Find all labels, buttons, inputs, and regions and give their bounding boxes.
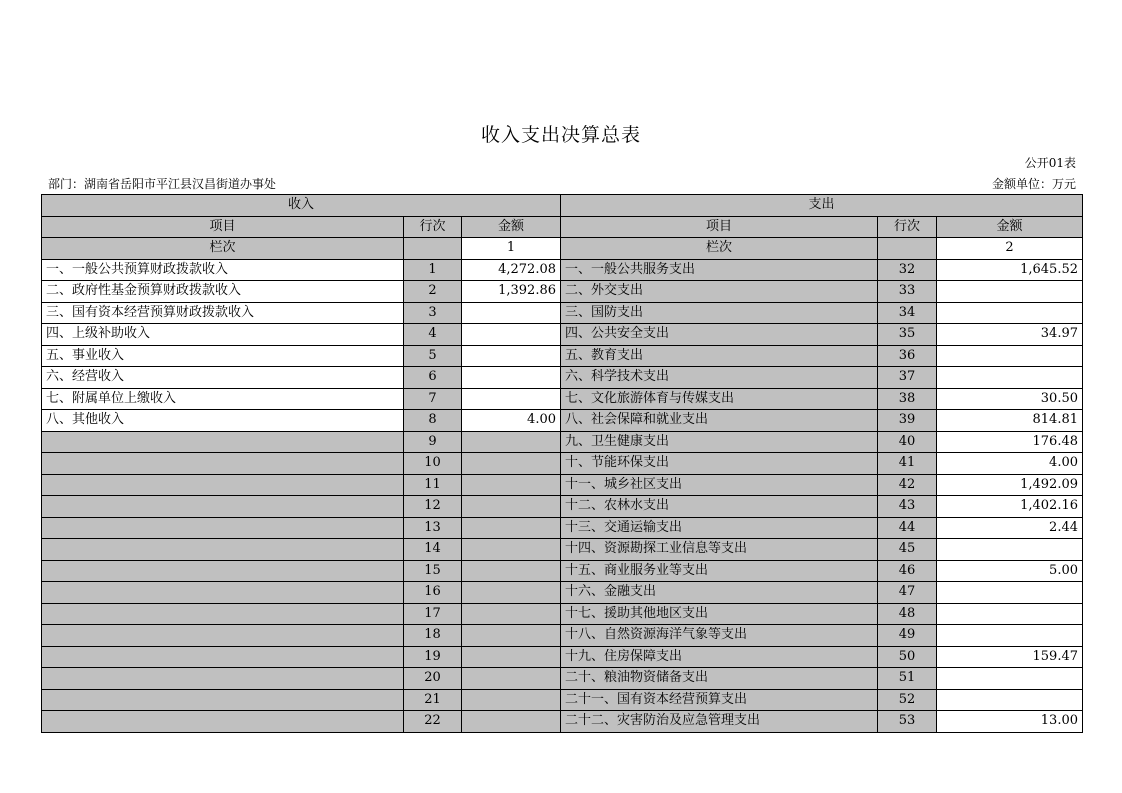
income-item-cell bbox=[42, 517, 404, 539]
page-title: 收入支出决算总表 bbox=[480, 124, 641, 146]
income-amount-cell bbox=[462, 517, 561, 539]
income-line-cell: 17 bbox=[404, 603, 462, 625]
expense-amount-cell: 4.00 bbox=[937, 453, 1083, 475]
income-line-cell: 20 bbox=[404, 668, 462, 690]
income-item-cell bbox=[42, 431, 404, 453]
expense-amount-cell: 5.00 bbox=[937, 560, 1083, 582]
table-row bbox=[42, 281, 1083, 303]
income-item-cell: 三、国有资本经营预算财政拨款收入 bbox=[42, 302, 404, 324]
expense-line-cell: 32 bbox=[878, 259, 937, 281]
income-item-cell bbox=[42, 582, 404, 604]
income-item-cell bbox=[42, 625, 404, 647]
expense-item-cell: 十一、城乡社区支出 bbox=[561, 474, 878, 496]
unit-label: 金额单位：万元 bbox=[991, 177, 1076, 191]
table-row bbox=[42, 259, 1083, 281]
expense-amount-cell bbox=[937, 625, 1083, 647]
income-amount-cell bbox=[462, 646, 561, 668]
table-row bbox=[42, 689, 1083, 711]
income-amount-cell bbox=[462, 345, 561, 367]
income-column-label: 栏次 bbox=[42, 238, 404, 260]
table-row bbox=[42, 367, 1083, 389]
expense-line-cell: 40 bbox=[878, 431, 937, 453]
expense-item-cell: 十六、金融支出 bbox=[561, 582, 878, 604]
income-amount-cell bbox=[462, 431, 561, 453]
income-amount-cell bbox=[462, 603, 561, 625]
table-row bbox=[42, 668, 1083, 690]
column-header-row bbox=[42, 216, 1083, 238]
table-row bbox=[42, 453, 1083, 475]
department-label: 部门：湖南省岳阳市平江县汉昌街道办事处 bbox=[48, 177, 277, 191]
income-amount-cell: 4,272.08 bbox=[462, 259, 561, 281]
section-header-row bbox=[42, 195, 1083, 217]
income-line-cell: 11 bbox=[404, 474, 462, 496]
income-amount-cell: 4.00 bbox=[462, 410, 561, 432]
expense-item-cell: 二十一、国有资本经营预算支出 bbox=[561, 689, 878, 711]
expense-line-cell: 41 bbox=[878, 453, 937, 475]
income-item-header: 项目 bbox=[42, 216, 404, 238]
income-line-cell: 10 bbox=[404, 453, 462, 475]
income-item-cell: 一、一般公共预算财政拨款收入 bbox=[42, 259, 404, 281]
income-amount-cell bbox=[462, 388, 561, 410]
expense-line-header: 行次 bbox=[878, 216, 937, 238]
expense-line-cell: 51 bbox=[878, 668, 937, 690]
expense-item-header: 项目 bbox=[561, 216, 878, 238]
table-row bbox=[42, 582, 1083, 604]
expense-item-cell: 二十、粮油物资储备支出 bbox=[561, 668, 878, 690]
income-line-cell: 6 bbox=[404, 367, 462, 389]
expense-line-cell: 38 bbox=[878, 388, 937, 410]
income-amount-header: 金额 bbox=[462, 216, 561, 238]
income-amount-cell bbox=[462, 474, 561, 496]
income-line-cell: 22 bbox=[404, 711, 462, 733]
expense-item-cell: 十、节能环保支出 bbox=[561, 453, 878, 475]
table-row bbox=[42, 560, 1083, 582]
income-item-cell: 五、事业收入 bbox=[42, 345, 404, 367]
table-row bbox=[42, 474, 1083, 496]
expense-amount-cell bbox=[937, 345, 1083, 367]
expense-amount-cell: 13.00 bbox=[937, 711, 1083, 733]
expense-amount-cell: 1,402.16 bbox=[937, 496, 1083, 518]
expense-item-cell: 十九、住房保障支出 bbox=[561, 646, 878, 668]
income-item-cell bbox=[42, 668, 404, 690]
expense-amount-cell: 34.97 bbox=[937, 324, 1083, 346]
income-line-cell: 8 bbox=[404, 410, 462, 432]
income-line-cell: 18 bbox=[404, 625, 462, 647]
income-line-cell: 16 bbox=[404, 582, 462, 604]
form-number: 公开01表 bbox=[1024, 156, 1076, 170]
income-line-cell: 3 bbox=[404, 302, 462, 324]
expense-column-number: 2 bbox=[937, 238, 1083, 260]
expense-line-cell: 45 bbox=[878, 539, 937, 561]
expense-amount-cell bbox=[937, 689, 1083, 711]
table-row bbox=[42, 302, 1083, 324]
expense-amount-cell: 30.50 bbox=[937, 388, 1083, 410]
expense-amount-cell: 1,645.52 bbox=[937, 259, 1083, 281]
expense-amount-cell bbox=[937, 603, 1083, 625]
income-line-cell: 19 bbox=[404, 646, 462, 668]
expense-item-cell: 七、文化旅游体育与传媒支出 bbox=[561, 388, 878, 410]
income-line-cell: 9 bbox=[404, 431, 462, 453]
expense-line-cell: 48 bbox=[878, 603, 937, 625]
expense-item-cell: 二十二、灾害防治及应急管理支出 bbox=[561, 711, 878, 733]
expense-item-cell: 九、卫生健康支出 bbox=[561, 431, 878, 453]
expense-line-cell: 35 bbox=[878, 324, 937, 346]
income-amount-cell bbox=[462, 689, 561, 711]
income-item-cell: 六、经营收入 bbox=[42, 367, 404, 389]
expense-amount-cell bbox=[937, 281, 1083, 303]
income-line-cell: 21 bbox=[404, 689, 462, 711]
income-amount-cell bbox=[462, 367, 561, 389]
income-item-cell: 八、其他收入 bbox=[42, 410, 404, 432]
table-row bbox=[42, 431, 1083, 453]
expense-line-cell: 34 bbox=[878, 302, 937, 324]
income-line-cell: 4 bbox=[404, 324, 462, 346]
expense-line-cell: 42 bbox=[878, 474, 937, 496]
income-item-cell bbox=[42, 496, 404, 518]
income-item-cell bbox=[42, 711, 404, 733]
expense-line-cell: 39 bbox=[878, 410, 937, 432]
expense-line-cell: 44 bbox=[878, 517, 937, 539]
income-amount-cell bbox=[462, 453, 561, 475]
expense-amount-cell: 814.81 bbox=[937, 410, 1083, 432]
expense-column-label: 栏次 bbox=[561, 238, 878, 260]
expense-line-cell: 33 bbox=[878, 281, 937, 303]
expense-amount-cell bbox=[937, 539, 1083, 561]
income-line-header: 行次 bbox=[404, 216, 462, 238]
expense-line-cell: 53 bbox=[878, 711, 937, 733]
expense-line-cell: 50 bbox=[878, 646, 937, 668]
expense-line-cell: 43 bbox=[878, 496, 937, 518]
expense-amount-cell bbox=[937, 668, 1083, 690]
income-line-cell: 7 bbox=[404, 388, 462, 410]
income-item-cell bbox=[42, 603, 404, 625]
income-amount-cell bbox=[462, 496, 561, 518]
income-amount-cell: 1,392.86 bbox=[462, 281, 561, 303]
expense-amount-cell bbox=[937, 302, 1083, 324]
table-row bbox=[42, 496, 1083, 518]
expense-item-cell: 十三、交通运输支出 bbox=[561, 517, 878, 539]
expense-amount-cell: 1,492.09 bbox=[937, 474, 1083, 496]
expense-item-cell: 四、公共安全支出 bbox=[561, 324, 878, 346]
expense-amount-cell bbox=[937, 582, 1083, 604]
income-amount-cell bbox=[462, 711, 561, 733]
expense-section-header: 支出 bbox=[561, 195, 1083, 217]
expense-item-cell: 三、国防支出 bbox=[561, 302, 878, 324]
table-row bbox=[42, 388, 1083, 410]
income-column-blank bbox=[404, 238, 462, 260]
income-line-cell: 5 bbox=[404, 345, 462, 367]
expense-amount-cell bbox=[937, 367, 1083, 389]
table-row bbox=[42, 345, 1083, 367]
expense-amount-cell: 159.47 bbox=[937, 646, 1083, 668]
income-line-cell: 14 bbox=[404, 539, 462, 561]
income-item-cell bbox=[42, 539, 404, 561]
summary-table bbox=[41, 194, 1083, 733]
expense-item-cell: 八、社会保障和就业支出 bbox=[561, 410, 878, 432]
income-item-cell: 二、政府性基金预算财政拨款收入 bbox=[42, 281, 404, 303]
income-section-header: 收入 bbox=[42, 195, 561, 217]
expense-item-cell: 十七、援助其他地区支出 bbox=[561, 603, 878, 625]
expense-item-cell: 五、教育支出 bbox=[561, 345, 878, 367]
expense-item-cell: 十四、资源勘探工业信息等支出 bbox=[561, 539, 878, 561]
expense-line-cell: 49 bbox=[878, 625, 937, 647]
income-amount-cell bbox=[462, 324, 561, 346]
table-row bbox=[42, 711, 1083, 733]
income-column-number: 1 bbox=[462, 238, 561, 260]
expense-amount-cell: 2.44 bbox=[937, 517, 1083, 539]
income-amount-cell bbox=[462, 302, 561, 324]
income-item-cell: 四、上级补助收入 bbox=[42, 324, 404, 346]
table-row bbox=[42, 324, 1083, 346]
expense-line-cell: 47 bbox=[878, 582, 937, 604]
expense-item-cell: 十五、商业服务业等支出 bbox=[561, 560, 878, 582]
expense-amount-cell: 176.48 bbox=[937, 431, 1083, 453]
income-amount-cell bbox=[462, 582, 561, 604]
expense-item-cell: 一、一般公共服务支出 bbox=[561, 259, 878, 281]
income-line-cell: 12 bbox=[404, 496, 462, 518]
expense-line-cell: 46 bbox=[878, 560, 937, 582]
table-row bbox=[42, 539, 1083, 561]
income-line-cell: 15 bbox=[404, 560, 462, 582]
expense-column-blank bbox=[878, 238, 937, 260]
expense-item-cell: 六、科学技术支出 bbox=[561, 367, 878, 389]
expense-line-cell: 52 bbox=[878, 689, 937, 711]
income-amount-cell bbox=[462, 668, 561, 690]
income-amount-cell bbox=[462, 539, 561, 561]
income-item-cell bbox=[42, 474, 404, 496]
income-line-cell: 2 bbox=[404, 281, 462, 303]
income-item-cell bbox=[42, 646, 404, 668]
table-row bbox=[42, 646, 1083, 668]
table-row bbox=[42, 517, 1083, 539]
income-item-cell bbox=[42, 560, 404, 582]
expense-item-cell: 十二、农林水支出 bbox=[561, 496, 878, 518]
income-item-cell: 七、附属单位上缴收入 bbox=[42, 388, 404, 410]
expense-item-cell: 十八、自然资源海洋气象等支出 bbox=[561, 625, 878, 647]
income-amount-cell bbox=[462, 625, 561, 647]
table-row bbox=[42, 625, 1083, 647]
expense-amount-header: 金额 bbox=[937, 216, 1083, 238]
table-row bbox=[42, 603, 1083, 625]
table-row bbox=[42, 410, 1083, 432]
expense-item-cell: 二、外交支出 bbox=[561, 281, 878, 303]
expense-line-cell: 37 bbox=[878, 367, 937, 389]
income-line-cell: 13 bbox=[404, 517, 462, 539]
income-item-cell bbox=[42, 453, 404, 475]
column-number-row bbox=[42, 238, 1083, 260]
expense-line-cell: 36 bbox=[878, 345, 937, 367]
income-amount-cell bbox=[462, 560, 561, 582]
income-item-cell bbox=[42, 689, 404, 711]
income-line-cell: 1 bbox=[404, 259, 462, 281]
